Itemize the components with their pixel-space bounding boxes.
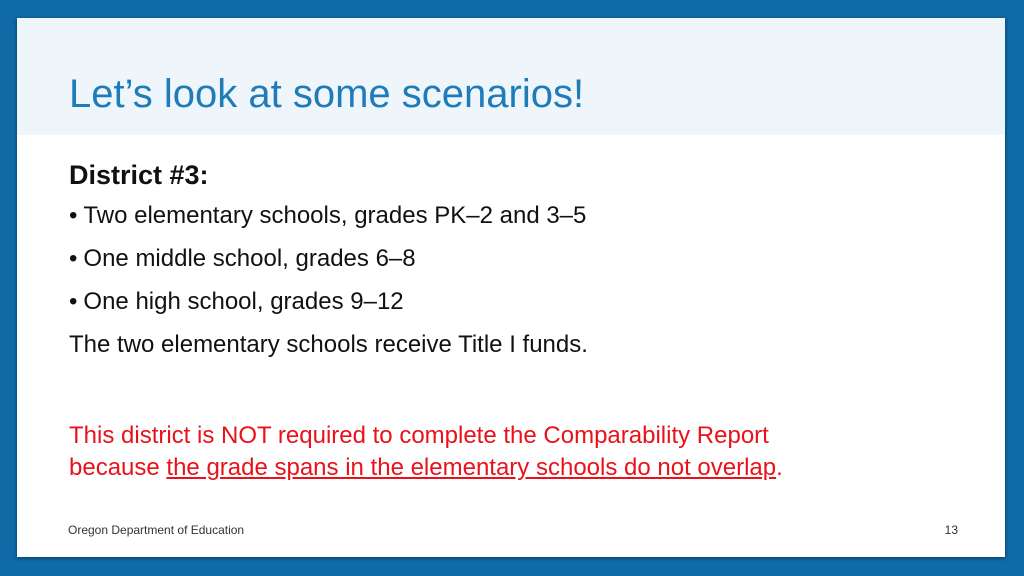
page-number: 13: [944, 523, 958, 537]
slide-title: Let’s look at some scenarios!: [69, 72, 585, 116]
bullet-icon: •: [69, 288, 78, 315]
slide: [17, 18, 1005, 557]
list-item: [69, 194, 969, 237]
note-line-1: This district is NOT required to complete the Comparability Report: [69, 422, 769, 449]
note-line-2-suffix: .: [776, 454, 783, 481]
bullet-icon: •: [69, 245, 78, 272]
school-list: [69, 194, 969, 323]
bullet-text: Two elementary schools, grades PK–2 and 3–5: [83, 202, 587, 229]
list-item: [69, 280, 969, 323]
district-heading: District #3:: [69, 160, 209, 190]
bullet-text: One middle school, grades 6–8: [83, 245, 416, 272]
list-item: [69, 237, 969, 280]
bullet-text: One high school, grades 9–12: [83, 288, 404, 315]
footer-text: Oregon Department of Education: [68, 523, 245, 537]
note-line-2-underlined: the grade spans in the elementary schools do not overlap: [166, 454, 777, 481]
funding-summary: The two elementary schools receive Title I funds.: [69, 331, 588, 358]
requirement-note: [69, 420, 969, 484]
slide-body: [69, 156, 969, 366]
bullet-icon: •: [69, 202, 78, 229]
note-line-2-prefix: because: [69, 454, 167, 481]
title-band: [17, 18, 1005, 135]
